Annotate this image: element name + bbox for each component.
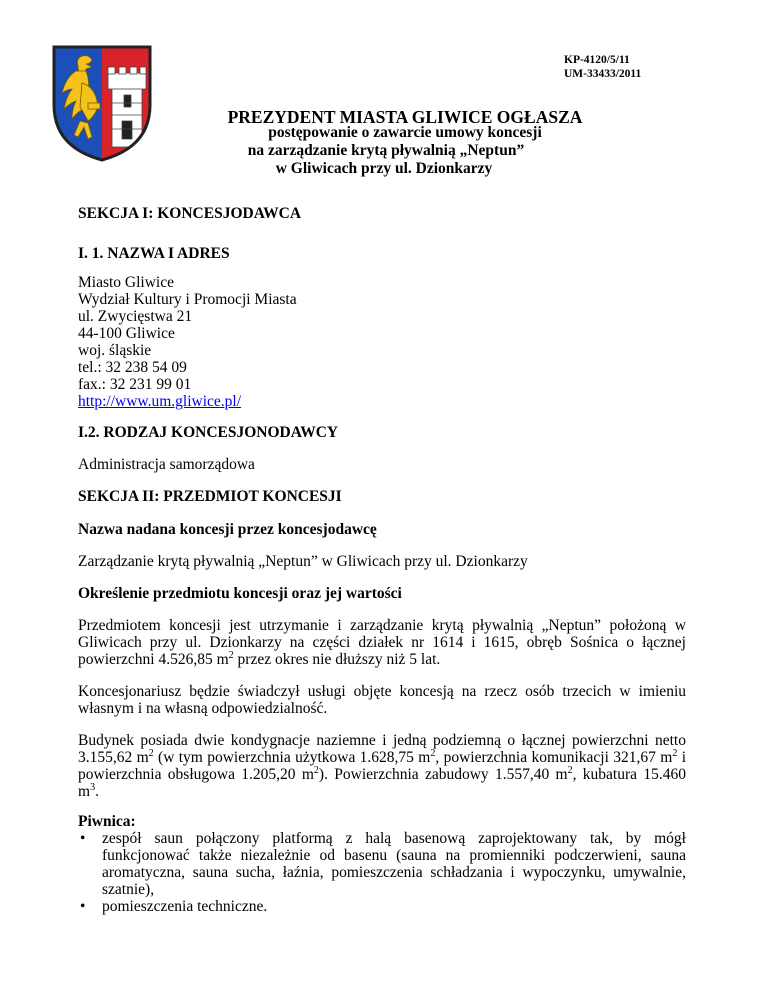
section-2-title: SEKCJA II: PRZEDMIOT KONCESJI (78, 488, 342, 505)
subtitle-line: w Gliwicach przy ul. Dzionkarzy (275, 160, 493, 177)
announcement-subtitle (0, 124, 768, 178)
subtitle-line: na zarządzanie krytą pływalnią „Neptun” (247, 142, 525, 159)
address-line: Wydział Kultury i Promocji Miasta (78, 291, 297, 308)
address-line: fax.: 32 231 99 01 (78, 376, 192, 393)
list-item: • pomieszczenia techniczne. (78, 898, 686, 915)
address-line: Miasto Gliwice (78, 274, 174, 291)
superscript: 2 (567, 764, 573, 776)
concession-name-label: Nazwa nadana koncesji przez koncesjodawcę (78, 521, 377, 538)
paragraph-text: (w tym powierzchnia użytkowa 1.628,75 m (153, 749, 431, 766)
paragraph-text: Przedmiotem koncesji jest utrzymanie i zarządzanie krytą pływalnią „Neptun” położoną w Gliwicach przy ul. Dzionkarzy na części działek nr 1614 i 1615, obręb Sośnica o łącznej powierzchni 4.526,85 m (78, 617, 686, 668)
subtitle-line: postępowanie o zawarcie umowy koncesji (268, 124, 542, 141)
paragraph-text: ). Powierzchnia zabudowy 1.557,40 m (318, 766, 568, 783)
section-1-title: SEKCJA I: KONCESJODAWCA (78, 205, 302, 222)
authority-type: Administracja samorządowa (78, 456, 255, 473)
address-line: woj. śląskie (78, 342, 152, 359)
concession-subject-label: Określenie przedmiotu koncesji oraz jej wartości (78, 585, 402, 602)
address-block (78, 274, 686, 410)
basement-label: Piwnica: (78, 813, 136, 830)
superscript: 3 (90, 781, 96, 793)
paragraph-text: , powierzchnia komunikacji 321,67 m (435, 749, 673, 766)
concession-name-text: Zarządzanie krytą pływalnią „Neptun” w Gliwicach przy ul. Dzionkarzy (78, 553, 528, 570)
paragraph-text: przez okres nie dłuższy niż 5 lat. (233, 651, 441, 668)
paragraph-text: Budynek posiada dwie kondygnacje naziemne i jedną podziemną o łącznej powierzchni netto 3.155,62 m (78, 732, 686, 766)
basement-list (78, 830, 686, 915)
address-line: tel.: 32 238 54 09 (78, 359, 187, 376)
paragraph-text: i powierzchnia obsługowa 1.205,20 m (78, 749, 686, 783)
paragraph-text: . (95, 783, 99, 800)
section-1-2-title: I.2. RODZAJ KONCESJONODAWCY (78, 424, 339, 441)
paragraph-text: , kubatura 15.460 m (78, 766, 686, 800)
reference-numbers (564, 53, 641, 81)
reference-number: KP-4120/5/11 (564, 54, 630, 66)
superscript: 2 (313, 764, 319, 776)
address-line: 44-100 Gliwice (78, 325, 175, 342)
announcement-title: PREZYDENT MIASTA GLIWICE OGŁASZA (227, 107, 583, 127)
superscript: 2 (672, 747, 678, 759)
address-line: ul. Zwycięstwa 21 (78, 308, 193, 325)
services-paragraph: Koncesjonariusz będzie świadczył usługi objęte koncesją na rzecz osób trzecich w imieniu własnym i na własną odpowiedzialność. (78, 683, 686, 717)
website-link[interactable]: http://www.um.gliwice.pl/ (78, 393, 242, 410)
building-paragraph (78, 732, 686, 800)
list-item: • zespół saun połączony platformą z halą basenową zaprojektowany tak, by mógł funkcjonować także niezależnie od basenu (sauna na promienniki podczerwieni, sauna aromatyczna, sauna sucha, łaźnia, pomieszczenia schładzania i wypoczynku, umywalnie, szatnie), (78, 830, 686, 898)
subject-paragraph (78, 617, 686, 668)
superscript: 2 (228, 649, 234, 661)
superscript: 2 (430, 747, 436, 759)
reference-number: UM-33433/2011 (564, 68, 642, 80)
section-1-1-title: I. 1. NAZWA I ADRES (78, 245, 230, 262)
superscript: 2 (148, 747, 154, 759)
